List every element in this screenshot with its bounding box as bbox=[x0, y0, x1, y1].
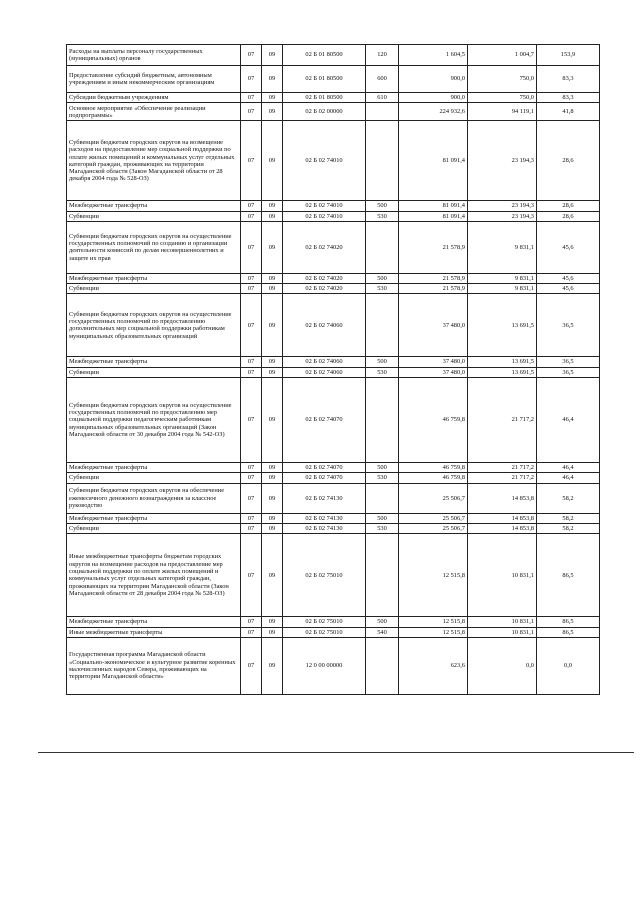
section-code: 07 bbox=[241, 93, 262, 103]
planned-amount: 81 091,4 bbox=[399, 211, 468, 221]
planned-amount: 623,6 bbox=[399, 637, 468, 694]
planned-amount: 12 515,8 bbox=[399, 627, 468, 637]
section-code: 07 bbox=[241, 211, 262, 221]
subsection-code: 09 bbox=[262, 513, 283, 523]
section-code: 07 bbox=[241, 483, 262, 513]
executed-amount: 9 831,1 bbox=[468, 284, 537, 294]
section-code: 07 bbox=[241, 66, 262, 93]
target-article-code: 02 Б 02 74010 bbox=[283, 121, 366, 201]
planned-amount: 81 091,4 bbox=[399, 121, 468, 201]
executed-amount: 9 831,1 bbox=[468, 273, 537, 283]
execution-percent: 41,8 bbox=[537, 103, 600, 121]
subsection-code: 09 bbox=[262, 534, 283, 617]
expense-type-code: 500 bbox=[366, 513, 399, 523]
table-row bbox=[67, 121, 600, 201]
planned-amount: 46 759,8 bbox=[399, 463, 468, 473]
executed-amount: 1 004,7 bbox=[468, 45, 537, 66]
section-code: 07 bbox=[241, 637, 262, 694]
section-code: 07 bbox=[241, 523, 262, 533]
planned-amount: 25 506,7 bbox=[399, 483, 468, 513]
execution-percent: 58,2 bbox=[537, 483, 600, 513]
subsection-code: 09 bbox=[262, 201, 283, 211]
target-article-code: 02 Б 02 74130 bbox=[283, 483, 366, 513]
row-name: Субвенции bbox=[67, 284, 241, 294]
executed-amount: 14 853,8 bbox=[468, 513, 537, 523]
execution-percent: 46,4 bbox=[537, 378, 600, 463]
expense-type-code: 600 bbox=[366, 66, 399, 93]
planned-amount: 12 515,8 bbox=[399, 617, 468, 627]
execution-percent: 83,3 bbox=[537, 93, 600, 103]
row-name: Предоставление субсидий бюджетным, автономным учреждениям и иным некоммерческим организациям bbox=[67, 66, 241, 93]
execution-percent: 86,5 bbox=[537, 627, 600, 637]
executed-amount: 9 831,1 bbox=[468, 221, 537, 273]
subsection-code: 09 bbox=[262, 473, 283, 483]
execution-percent: 58,2 bbox=[537, 523, 600, 533]
execution-percent: 45,6 bbox=[537, 284, 600, 294]
table-row bbox=[67, 534, 600, 617]
table-row bbox=[67, 523, 600, 533]
table-row bbox=[67, 294, 600, 357]
section-code: 07 bbox=[241, 201, 262, 211]
target-article-code: 02 Б 01 80500 bbox=[283, 93, 366, 103]
section-code: 07 bbox=[241, 378, 262, 463]
table-row bbox=[67, 513, 600, 523]
planned-amount: 900,0 bbox=[399, 93, 468, 103]
row-name: Государственная программа Магаданской области «Социально-экономическое и культурное развитие коренных малочисленных народов Севера, проживающих на территории Магаданской области» bbox=[67, 637, 241, 694]
execution-percent: 28,6 bbox=[537, 121, 600, 201]
table-row bbox=[67, 463, 600, 473]
subsection-code: 09 bbox=[262, 378, 283, 463]
budget-table-body bbox=[67, 45, 600, 695]
subsection-code: 09 bbox=[262, 523, 283, 533]
row-name: Субсидии бюджетным учреждениям bbox=[67, 93, 241, 103]
executed-amount: 10 831,1 bbox=[468, 617, 537, 627]
subsection-code: 09 bbox=[262, 45, 283, 66]
section-code: 07 bbox=[241, 473, 262, 483]
target-article-code: 02 Б 02 74020 bbox=[283, 273, 366, 283]
target-article-code: 02 Б 02 74010 bbox=[283, 201, 366, 211]
executed-amount: 21 717,2 bbox=[468, 473, 537, 483]
planned-amount: 21 578,9 bbox=[399, 284, 468, 294]
target-article-code: 02 Б 02 75010 bbox=[283, 534, 366, 617]
expense-type-code bbox=[366, 103, 399, 121]
execution-percent: 45,6 bbox=[537, 221, 600, 273]
row-name: Межбюджетные трансферты bbox=[67, 463, 241, 473]
execution-percent: 36,5 bbox=[537, 367, 600, 377]
execution-percent: 46,4 bbox=[537, 473, 600, 483]
execution-percent: 86,5 bbox=[537, 534, 600, 617]
executed-amount: 750,0 bbox=[468, 93, 537, 103]
footer-rule bbox=[38, 752, 634, 753]
target-article-code: 02 Б 02 74060 bbox=[283, 357, 366, 367]
section-code: 07 bbox=[241, 463, 262, 473]
row-name: Субвенции бюджетам городских округов на обеспечение ежемесячного денежного вознаграждения за классное руководство bbox=[67, 483, 241, 513]
table-row bbox=[67, 45, 600, 66]
row-name: Межбюджетные трансферты bbox=[67, 273, 241, 283]
target-article-code: 02 Б 02 74070 bbox=[283, 473, 366, 483]
table-row bbox=[67, 483, 600, 513]
planned-amount: 12 515,8 bbox=[399, 534, 468, 617]
target-article-code: 02 Б 02 75010 bbox=[283, 617, 366, 627]
expense-type-code bbox=[366, 534, 399, 617]
planned-amount: 21 578,9 bbox=[399, 221, 468, 273]
executed-amount: 750,0 bbox=[468, 66, 537, 93]
execution-percent: 45,6 bbox=[537, 273, 600, 283]
executed-amount: 23 194,3 bbox=[468, 121, 537, 201]
table-row bbox=[67, 473, 600, 483]
expense-type-code: 500 bbox=[366, 201, 399, 211]
subsection-code: 09 bbox=[262, 367, 283, 377]
executed-amount: 14 853,8 bbox=[468, 483, 537, 513]
planned-amount: 46 759,8 bbox=[399, 378, 468, 463]
subsection-code: 09 bbox=[262, 284, 283, 294]
expense-type-code: 500 bbox=[366, 273, 399, 283]
table-row bbox=[67, 378, 600, 463]
subsection-code: 09 bbox=[262, 211, 283, 221]
planned-amount: 81 091,4 bbox=[399, 201, 468, 211]
subsection-code: 09 bbox=[262, 617, 283, 627]
executed-amount: 23 194,3 bbox=[468, 211, 537, 221]
expense-type-code: 530 bbox=[366, 523, 399, 533]
target-article-code: 02 Б 02 74020 bbox=[283, 221, 366, 273]
executed-amount: 21 717,2 bbox=[468, 378, 537, 463]
section-code: 07 bbox=[241, 617, 262, 627]
section-code: 07 bbox=[241, 534, 262, 617]
table-row bbox=[67, 617, 600, 627]
table-row bbox=[67, 66, 600, 93]
table-row bbox=[67, 284, 600, 294]
table-row bbox=[67, 357, 600, 367]
planned-amount: 37 480,0 bbox=[399, 367, 468, 377]
subsection-code: 09 bbox=[262, 66, 283, 93]
table-row bbox=[67, 201, 600, 211]
row-name: Субвенции bbox=[67, 473, 241, 483]
execution-percent: 86,5 bbox=[537, 617, 600, 627]
executed-amount: 14 853,8 bbox=[468, 523, 537, 533]
table-row bbox=[67, 211, 600, 221]
planned-amount: 37 480,0 bbox=[399, 294, 468, 357]
execution-percent: 58,2 bbox=[537, 513, 600, 523]
executed-amount: 94 119,1 bbox=[468, 103, 537, 121]
target-article-code: 02 Б 02 74070 bbox=[283, 463, 366, 473]
planned-amount: 21 578,9 bbox=[399, 273, 468, 283]
target-article-code: 12 0 00 00000 bbox=[283, 637, 366, 694]
row-name: Межбюджетные трансферты bbox=[67, 357, 241, 367]
subsection-code: 09 bbox=[262, 357, 283, 367]
execution-percent: 0,0 bbox=[537, 637, 600, 694]
execution-percent: 46,4 bbox=[537, 463, 600, 473]
expense-type-code bbox=[366, 121, 399, 201]
expense-type-code: 610 bbox=[366, 93, 399, 103]
planned-amount: 46 759,8 bbox=[399, 473, 468, 483]
table-row bbox=[67, 221, 600, 273]
table-row bbox=[67, 637, 600, 694]
expense-type-code: 120 bbox=[366, 45, 399, 66]
expense-type-code: 530 bbox=[366, 367, 399, 377]
execution-percent: 36,5 bbox=[537, 357, 600, 367]
expense-type-code bbox=[366, 483, 399, 513]
section-code: 07 bbox=[241, 221, 262, 273]
row-name: Субвенции bbox=[67, 523, 241, 533]
section-code: 07 bbox=[241, 103, 262, 121]
target-article-code: 02 Б 02 74010 bbox=[283, 211, 366, 221]
row-name: Межбюджетные трансферты bbox=[67, 617, 241, 627]
section-code: 07 bbox=[241, 627, 262, 637]
subsection-code: 09 bbox=[262, 121, 283, 201]
expense-type-code bbox=[366, 378, 399, 463]
table-row bbox=[67, 273, 600, 283]
executed-amount: 21 717,2 bbox=[468, 463, 537, 473]
section-code: 07 bbox=[241, 121, 262, 201]
executed-amount: 0,0 bbox=[468, 637, 537, 694]
table-row bbox=[67, 367, 600, 377]
subsection-code: 09 bbox=[262, 294, 283, 357]
row-name: Основное мероприятие «Обеспечение реализации подпрограммы» bbox=[67, 103, 241, 121]
target-article-code: 02 Б 02 74060 bbox=[283, 294, 366, 357]
target-article-code: 02 Б 01 80500 bbox=[283, 45, 366, 66]
target-article-code: 02 Б 02 74060 bbox=[283, 367, 366, 377]
section-code: 07 bbox=[241, 273, 262, 283]
subsection-code: 09 bbox=[262, 483, 283, 513]
row-name: Субвенции bbox=[67, 367, 241, 377]
planned-amount: 37 480,0 bbox=[399, 357, 468, 367]
section-code: 07 bbox=[241, 357, 262, 367]
executed-amount: 23 194,3 bbox=[468, 201, 537, 211]
planned-amount: 25 506,7 bbox=[399, 513, 468, 523]
planned-amount: 900,0 bbox=[399, 66, 468, 93]
executed-amount: 10 831,1 bbox=[468, 534, 537, 617]
subsection-code: 09 bbox=[262, 221, 283, 273]
table-row bbox=[67, 627, 600, 637]
subsection-code: 09 bbox=[262, 463, 283, 473]
target-article-code: 02 Б 01 80500 bbox=[283, 66, 366, 93]
expense-type-code: 530 bbox=[366, 284, 399, 294]
target-article-code: 02 Б 02 74020 bbox=[283, 284, 366, 294]
row-name: Иные межбюджетные трансферты bbox=[67, 627, 241, 637]
expense-type-code: 530 bbox=[366, 473, 399, 483]
budget-table bbox=[66, 44, 600, 695]
execution-percent: 36,5 bbox=[537, 294, 600, 357]
target-article-code: 02 Б 02 74070 bbox=[283, 378, 366, 463]
row-name: Субвенции bbox=[67, 211, 241, 221]
subsection-code: 09 bbox=[262, 103, 283, 121]
row-name: Межбюджетные трансферты bbox=[67, 513, 241, 523]
expense-type-code: 500 bbox=[366, 463, 399, 473]
row-name: Субвенции бюджетам городских округов на осуществление государственных полномочий по предоставлению мер социальной поддержки педагогическим работникам муниципальных образовательных организаций (Закон Магаданской области от 30 декабря 2004 года № 542-ОЗ) bbox=[67, 378, 241, 463]
expense-type-code: 500 bbox=[366, 357, 399, 367]
table-row bbox=[67, 103, 600, 121]
row-name: Субвенции бюджетам городских округов на возмещение расходов на предоставление мер социальной поддержки по оплате жилых помещений и коммунальных услуг отдельных категорий граждан, проживающих на территории Магаданской области (Закон Магаданской области от 28 декабря 2004 года № 528-ОЗ) bbox=[67, 121, 241, 201]
execution-percent: 83,3 bbox=[537, 66, 600, 93]
executed-amount: 10 831,1 bbox=[468, 627, 537, 637]
target-article-code: 02 Б 02 74130 bbox=[283, 513, 366, 523]
executed-amount: 13 691,5 bbox=[468, 357, 537, 367]
planned-amount: 1 604,5 bbox=[399, 45, 468, 66]
budget-report-sheet bbox=[66, 44, 599, 695]
row-name: Иные межбюджетные трансферты бюджетам городских округов на возмещение расходов на предоставление мер социальной поддержки по оплате жилых помещений и коммунальных услуг отдельных категорий граждан, проживающих на территории Магаданской области (Закон Магаданской области от 28 декабря 2004 года № 528-ОЗ) bbox=[67, 534, 241, 617]
section-code: 07 bbox=[241, 284, 262, 294]
row-name: Субвенции бюджетам городских округов на осуществление государственных полномочий по созданию и организации деятельности комиссий по делам несовершеннолетних и защите их прав bbox=[67, 221, 241, 273]
execution-percent: 28,6 bbox=[537, 211, 600, 221]
section-code: 07 bbox=[241, 513, 262, 523]
expense-type-code: 500 bbox=[366, 617, 399, 627]
executed-amount: 13 691,5 bbox=[468, 294, 537, 357]
row-name: Межбюджетные трансферты bbox=[67, 201, 241, 211]
target-article-code: 02 Б 02 00000 bbox=[283, 103, 366, 121]
subsection-code: 09 bbox=[262, 93, 283, 103]
expense-type-code: 540 bbox=[366, 627, 399, 637]
expense-type-code bbox=[366, 637, 399, 694]
subsection-code: 09 bbox=[262, 637, 283, 694]
planned-amount: 224 932,6 bbox=[399, 103, 468, 121]
row-name: Субвенции бюджетам городских округов на осуществление государственных полномочий по предоставлению дополнительных мер социальной поддержки работникам муниципальных образовательных организаций bbox=[67, 294, 241, 357]
planned-amount: 25 506,7 bbox=[399, 523, 468, 533]
row-name: Расходы на выплаты персоналу государственных (муниципальных) органов bbox=[67, 45, 241, 66]
section-code: 07 bbox=[241, 367, 262, 377]
subsection-code: 09 bbox=[262, 273, 283, 283]
section-code: 07 bbox=[241, 294, 262, 357]
execution-percent: 28,6 bbox=[537, 201, 600, 211]
target-article-code: 02 Б 02 75010 bbox=[283, 627, 366, 637]
expense-type-code: 530 bbox=[366, 211, 399, 221]
subsection-code: 09 bbox=[262, 627, 283, 637]
table-row bbox=[67, 93, 600, 103]
expense-type-code bbox=[366, 294, 399, 357]
section-code: 07 bbox=[241, 45, 262, 66]
target-article-code: 02 Б 02 74130 bbox=[283, 523, 366, 533]
expense-type-code bbox=[366, 221, 399, 273]
execution-percent: 153,9 bbox=[537, 45, 600, 66]
executed-amount: 13 691,5 bbox=[468, 367, 537, 377]
